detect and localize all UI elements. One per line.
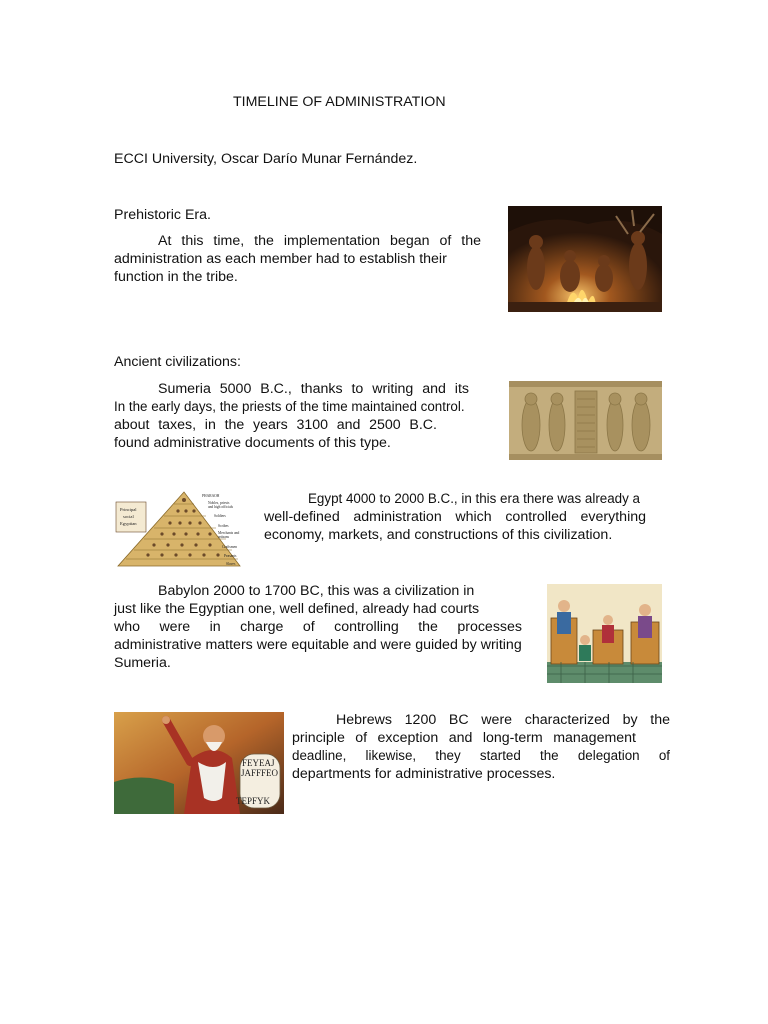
paragraph-line: well-defined administration which controlled everything xyxy=(264,509,646,525)
paragraph-line: economy, markets, and constructions of this civilization. xyxy=(264,527,613,543)
paragraph-line: function in the tribe. xyxy=(114,269,238,285)
egyptian-pyramid-image xyxy=(114,490,244,570)
tablet-label: JAFFFEO xyxy=(241,768,279,778)
paragraph-line: about taxes, in the years 3100 and 2500 B.C. xyxy=(114,417,437,433)
paragraph-line: administrative matters were equitable and were guided by writing xyxy=(114,637,522,653)
paragraph-line: departments for administrative processes. xyxy=(292,766,556,782)
paragraph-line: deadline, likewise, they started the delegation of xyxy=(292,748,670,763)
paragraph-line: principle of exception and long-term management xyxy=(292,730,636,746)
hebrews-moses-image xyxy=(114,712,284,814)
pyramid-label: and high officials xyxy=(208,505,234,509)
paragraph-line: administration as each member had to establish their xyxy=(114,251,447,267)
paragraph-line: Hebrews 1200 BC were characterized by the xyxy=(336,712,670,728)
sumeria-paragraph xyxy=(114,380,499,452)
tablet-label: FEYEAJ xyxy=(242,758,275,768)
egypt-paragraph xyxy=(264,490,646,544)
pyramid-label: Scribes xyxy=(218,524,229,528)
pyramid-label: Soldiers xyxy=(214,514,226,518)
babylon-court-image xyxy=(547,584,662,683)
pyramid-label: PHARAOH xyxy=(202,494,220,498)
ancient-heading: Ancient civilizations: xyxy=(114,354,241,370)
pyramid-label: artisans xyxy=(218,535,229,539)
prehistoric-paragraph xyxy=(114,232,481,286)
prehistoric-cave-image xyxy=(508,206,662,312)
tablet-label: TEPFYK xyxy=(236,796,271,806)
pyramid-label: Craftsmen xyxy=(222,545,237,549)
paragraph-line: At this time, the implementation began of the xyxy=(158,233,481,249)
prehistoric-heading: Prehistoric Era. xyxy=(114,207,211,223)
paragraph-line: Babylon 2000 to 1700 BC, this was a civilization in xyxy=(158,583,475,599)
pyramid-label: Slaves xyxy=(226,562,236,566)
paragraph-line: In the early days, the priests of the time maintained control. xyxy=(114,399,465,414)
paragraph-line: Sumeria 5000 B.C., thanks to writing and its xyxy=(158,381,469,397)
pyramid-label: Nobles, priests xyxy=(208,501,230,505)
pyramid-label: Peasants xyxy=(224,554,237,558)
paragraph-line: Sumeria. xyxy=(114,655,171,671)
pyramid-label: Egyptian xyxy=(120,521,137,526)
author-line: ECCI University, Oscar Darío Munar Fernández. xyxy=(114,151,418,167)
sumerian-relief-image xyxy=(509,381,662,460)
paragraph-line: just like the Egyptian one, well defined, already had courts xyxy=(114,601,480,617)
pyramid-label: social xyxy=(123,514,134,519)
document-title: TIMELINE OF ADMINISTRATION xyxy=(233,94,446,110)
hebrews-paragraph xyxy=(292,711,670,783)
paragraph-line: found administrative documents of this type. xyxy=(114,435,391,451)
pyramid-label: Merchants and xyxy=(218,531,240,535)
paragraph-line: who were in charge of controlling the processes xyxy=(114,619,522,635)
babylon-paragraph xyxy=(114,582,522,672)
pyramid-label: Principal xyxy=(120,507,137,512)
paragraph-line: Egypt 4000 to 2000 B.C., in this era there was already a xyxy=(308,491,640,506)
